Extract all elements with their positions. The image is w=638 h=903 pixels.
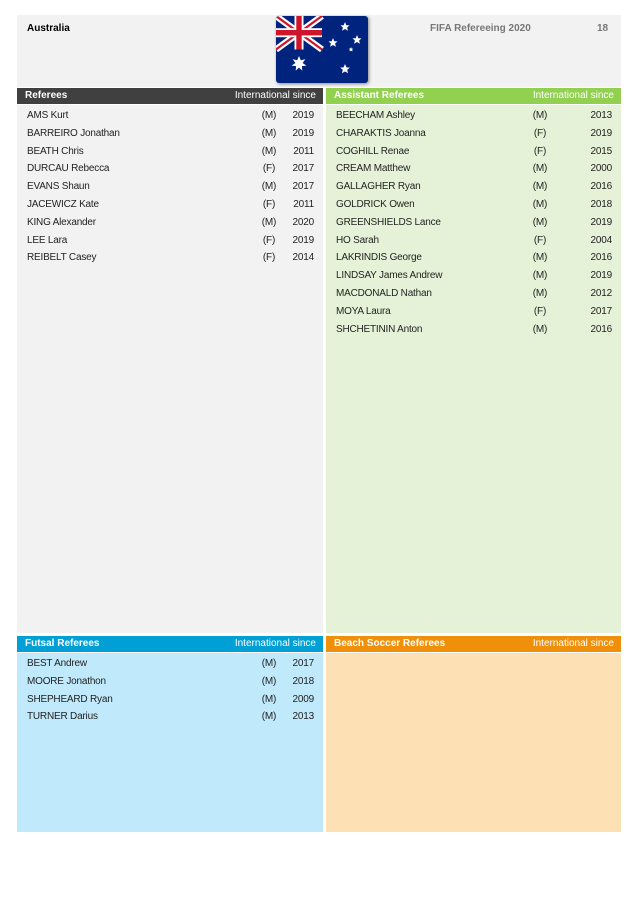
- international-since-year: 2015: [590, 145, 612, 157]
- futsal-referees-since-label: International since: [234, 638, 316, 649]
- gender-label: (M): [261, 110, 277, 121]
- international-since-year: 2009: [292, 693, 314, 705]
- table-row: [17, 232, 323, 250]
- assistant-referees-since-label: International since: [532, 90, 614, 101]
- table-row: [17, 673, 323, 691]
- australia-flag-icon: [276, 16, 368, 83]
- table-row: [326, 196, 621, 214]
- person-name: AMS Kurt: [27, 110, 69, 121]
- gender-label: (M): [532, 323, 548, 335]
- gender-label: (M): [261, 658, 277, 669]
- gender-label: (M): [532, 216, 548, 228]
- referees-title: Referees: [25, 90, 68, 101]
- international-since-year: 2011: [293, 145, 314, 157]
- international-since-year: 2019: [590, 216, 612, 228]
- gender-label: (M): [261, 127, 277, 139]
- referees-list: [17, 105, 323, 633]
- person-name: COGHILL Renae: [336, 145, 410, 157]
- gender-label: (M): [532, 199, 548, 210]
- gender-label: (M): [532, 252, 548, 264]
- country-name: Australia: [27, 23, 70, 34]
- gender-label: (M): [532, 110, 548, 121]
- international-since-year: 2013: [590, 110, 612, 121]
- referees-header: [17, 88, 323, 104]
- person-name: DURCAU Rebecca: [27, 163, 110, 175]
- person-name: GOLDRICK Owen: [336, 199, 415, 210]
- table-row: [17, 196, 323, 214]
- person-name: HO Sarah: [336, 234, 379, 246]
- person-name: BEST Andrew: [27, 658, 87, 669]
- table-row: [326, 125, 621, 143]
- table-row: [326, 160, 621, 178]
- gender-label: (F): [533, 145, 547, 157]
- table-row: [326, 285, 621, 303]
- referees-section: [17, 88, 323, 633]
- page-header: [17, 15, 621, 87]
- table-row: [17, 107, 323, 125]
- person-name: KING Alexander: [27, 216, 96, 228]
- beach-soccer-referees-since-label: International since: [532, 638, 614, 649]
- international-since-year: 2019: [292, 127, 314, 139]
- gender-label: (M): [532, 181, 548, 193]
- table-row: [17, 125, 323, 143]
- table-row: [326, 303, 621, 321]
- international-since-year: 2000: [590, 163, 612, 175]
- table-row: [326, 321, 621, 339]
- table-row: [17, 143, 323, 161]
- table-row: [17, 655, 323, 673]
- person-name: TURNER Darius: [27, 711, 98, 723]
- international-since-year: 2013: [292, 711, 314, 723]
- person-name: SHEPHEARD Ryan: [27, 693, 113, 705]
- international-since-year: 2004: [590, 234, 612, 246]
- gender-label: (F): [533, 305, 547, 317]
- international-since-year: 2016: [590, 252, 612, 264]
- person-name: JACEWICZ Kate: [27, 199, 99, 210]
- international-since-year: 2018: [292, 675, 314, 687]
- person-name: SHCHETININ Anton: [336, 323, 423, 335]
- referees-since-label: International since: [234, 90, 316, 101]
- gender-label: (F): [262, 199, 276, 210]
- table-row: [326, 107, 621, 125]
- international-since-year: 2017: [590, 305, 612, 317]
- table-row: [17, 708, 323, 726]
- person-name: LAKRINDIS George: [336, 252, 422, 264]
- person-name: MOYA Laura: [336, 305, 391, 317]
- international-since-year: 2017: [292, 658, 314, 669]
- gender-label: (M): [532, 270, 548, 282]
- international-since-year: 2014: [292, 252, 314, 264]
- international-since-year: 2011: [293, 199, 314, 210]
- person-name: MACDONALD Nathan: [336, 288, 432, 299]
- gender-label: (M): [261, 145, 277, 157]
- person-name: GREENSHIELDS Lance: [336, 216, 441, 228]
- table-row: [326, 232, 621, 250]
- futsal-referees-section: [17, 636, 323, 832]
- table-row: [17, 691, 323, 709]
- person-name: GALLAGHER Ryan: [336, 181, 421, 193]
- international-since-year: 2019: [590, 127, 612, 139]
- table-row: [17, 214, 323, 232]
- gender-label: (F): [262, 252, 276, 264]
- futsal-referees-list: [17, 653, 323, 832]
- international-since-year: 2019: [292, 234, 314, 246]
- table-row: [17, 178, 323, 196]
- gender-label: (M): [532, 288, 548, 299]
- assistant-referees-list: [326, 105, 621, 633]
- gender-label: (M): [261, 693, 277, 705]
- person-name: BEATH Chris: [27, 145, 84, 157]
- gender-label: (M): [261, 216, 277, 228]
- gender-label: (M): [261, 675, 277, 687]
- international-since-year: 2012: [590, 288, 612, 299]
- international-since-year: 2016: [590, 323, 612, 335]
- international-since-year: 2019: [292, 110, 314, 121]
- person-name: LEE Lara: [27, 234, 68, 246]
- international-since-year: 2016: [590, 181, 612, 193]
- beach-soccer-referees-section: [326, 636, 621, 832]
- person-name: EVANS Shaun: [27, 181, 90, 193]
- beach-soccer-referees-list: [326, 653, 621, 832]
- person-name: LINDSAY James Andrew: [336, 270, 443, 282]
- international-since-year: 2019: [590, 270, 612, 282]
- table-row: [326, 267, 621, 285]
- gender-label: (F): [262, 163, 276, 175]
- gender-label: (M): [261, 181, 277, 193]
- publication-title: FIFA Refereeing 2020: [430, 23, 531, 34]
- page-number: 18: [597, 23, 609, 34]
- person-name: MOORE Jonathon: [27, 675, 106, 687]
- futsal-referees-header: [17, 636, 323, 652]
- person-name: REIBELT Casey: [27, 252, 97, 264]
- futsal-referees-title: Futsal Referees: [25, 638, 100, 649]
- table-row: [326, 143, 621, 161]
- gender-label: (M): [261, 711, 277, 723]
- gender-label: (F): [533, 127, 547, 139]
- gender-label: (M): [532, 163, 548, 175]
- table-row: [326, 178, 621, 196]
- table-row: [326, 249, 621, 267]
- international-since-year: 2017: [292, 181, 314, 193]
- assistant-referees-header: [326, 88, 621, 104]
- beach-soccer-referees-header: [326, 636, 621, 652]
- international-since-year: 2020: [292, 216, 314, 228]
- person-name: CREAM Matthew: [336, 163, 411, 175]
- gender-label: (F): [262, 234, 276, 246]
- person-name: CHARAKTIS Joanna: [336, 127, 426, 139]
- assistant-referees-section: [326, 88, 621, 633]
- table-row: [326, 214, 621, 232]
- person-name: BEECHAM Ashley: [336, 110, 415, 121]
- gender-label: (F): [533, 234, 547, 246]
- international-since-year: 2018: [590, 199, 612, 210]
- table-row: [17, 249, 323, 267]
- international-since-year: 2017: [292, 163, 314, 175]
- beach-soccer-referees-title: Beach Soccer Referees: [334, 638, 446, 649]
- person-name: BARREIRO Jonathan: [27, 127, 120, 139]
- table-row: [17, 160, 323, 178]
- assistant-referees-title: Assistant Referees: [334, 90, 425, 101]
